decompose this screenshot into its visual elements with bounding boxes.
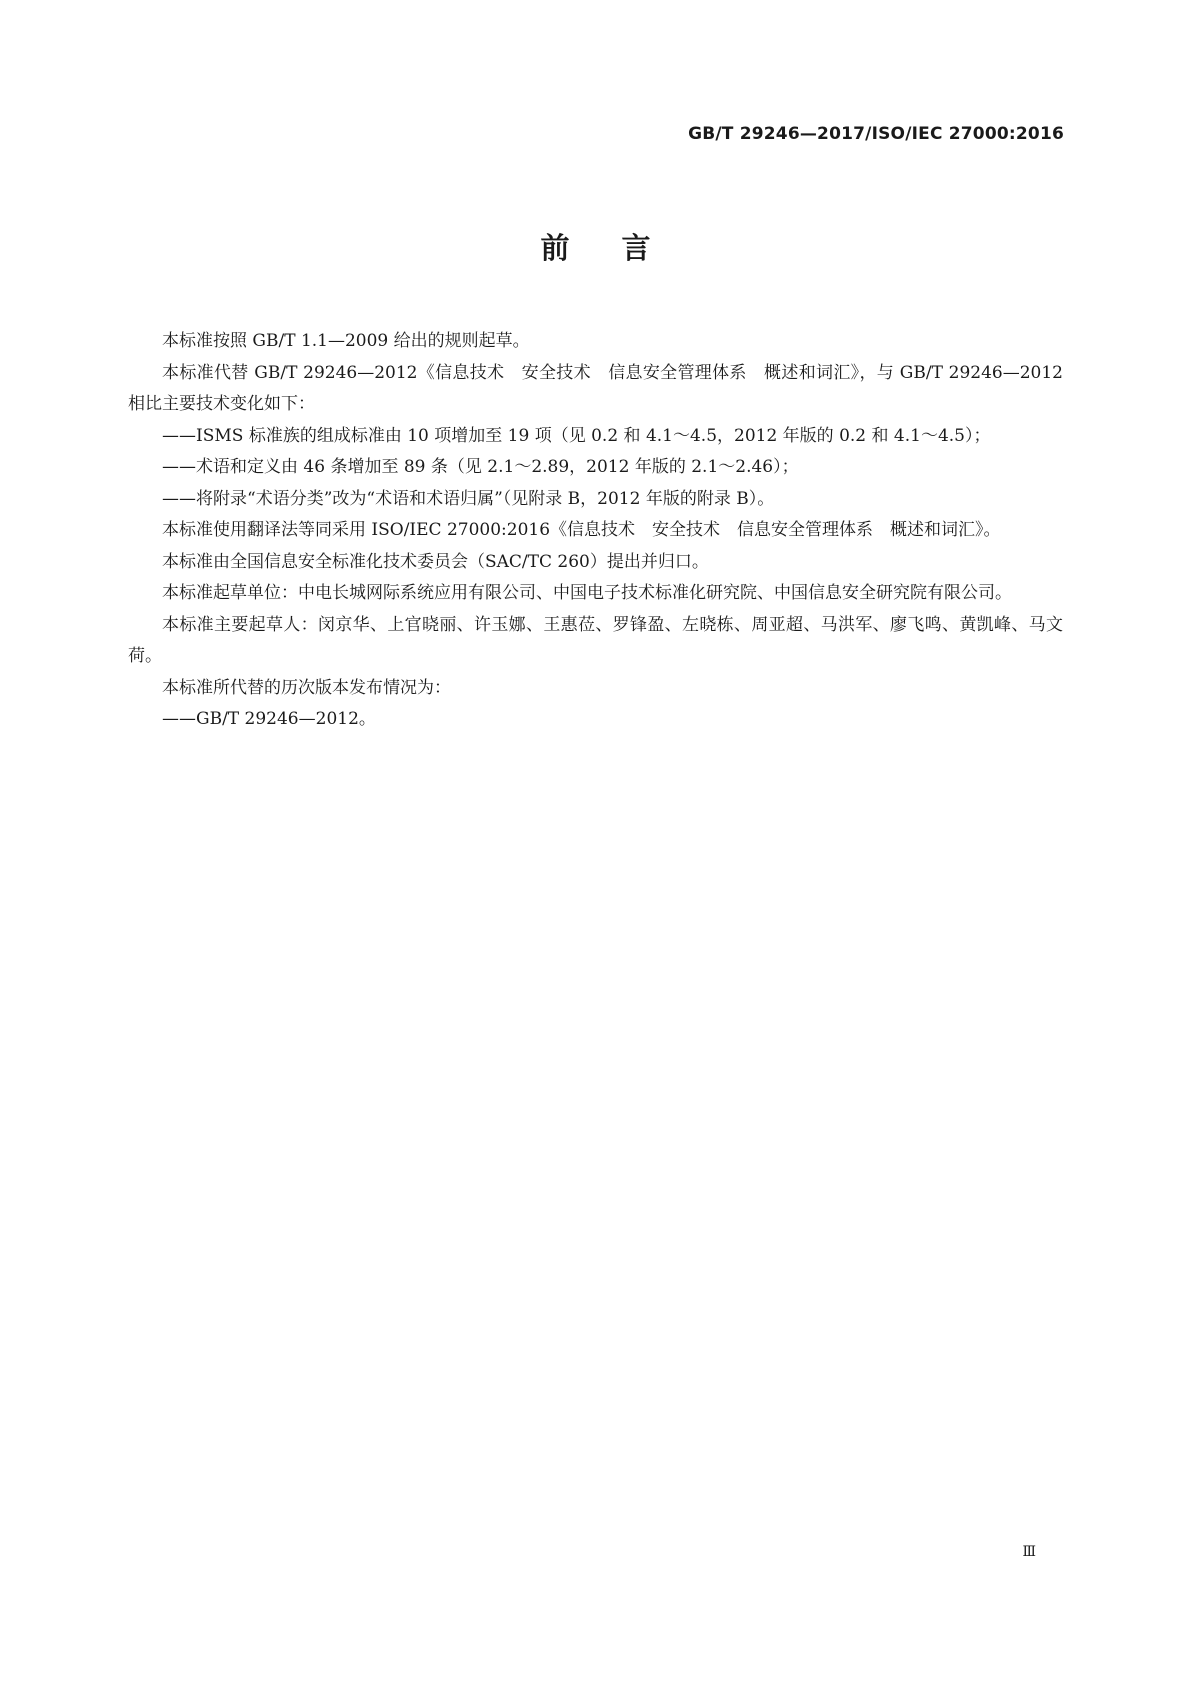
list-item-terms: ——术语和定义由 46 条增加至 89 条（见 2.1～2.89，2012 年版的 2.1～2.46）； — [128, 452, 1063, 484]
paragraph-drafting-rules: 本标准按照 GB/T 1.1—2009 给出的规则起草。 — [162, 331, 530, 351]
paragraph-drafters: 本标准主要起草人：闵京华、上官晓丽、许玉娜、王惠莅、罗锋盈、左晓栋、周亚超、马洪军、廖飞鸣、黄凯峰、马文荷。 — [128, 614, 1063, 666]
foreword-body — [128, 326, 1063, 736]
paragraph-replacement: 本标准代替 GB/T 29246—2012《信息技术 安全技术 信息安全管理体系 概述和词汇》，与 GB/T 29246—2012 相比主要技术变化如下： — [128, 362, 1063, 414]
standard-number-header: GB/T 29246—2017/ISO/IEC 27000:2016 — [688, 124, 1064, 144]
page-number: Ⅲ — [1022, 1544, 1036, 1560]
paragraph-previous-versions: 本标准所代替的历次版本发布情况为： — [162, 677, 451, 698]
list-item-isms-family: ——ISMS 标准族的组成标准由 10 项增加至 19 项（见 0.2 和 4.1～4.5，2012 年版的 0.2 和 4.1～4.5）； — [128, 421, 1063, 453]
list-item-annex: ——将附录“术语分类”改为“术语和术语归属”（见附录 B，2012 年版的附录 B）。 — [128, 484, 1063, 516]
list-item-previous-version: ——GB/T 29246—2012。 — [128, 704, 1063, 736]
dash-marker: —— — [162, 457, 196, 477]
paragraph-drafting-units: 本标准起草单位：中电长城网际系统应用有限公司、中国电子技术标准化研究院、中国信息安全研究院有限公司。 — [162, 583, 1012, 603]
paragraph-committee: 本标准由全国信息安全标准化技术委员会（SAC/TC 260）提出并归口。 — [162, 551, 709, 572]
page-title: 前言 — [540, 231, 703, 265]
dash-marker: —— — [162, 425, 196, 446]
dash-marker: —— — [162, 488, 196, 509]
paragraph-translation: 本标准使用翻译法等同采用 ISO/IEC 27000:2016《信息技术 安全技术 信息安全管理体系 概述和词汇》。 — [162, 520, 1001, 540]
dash-marker: —— — [162, 709, 196, 729]
